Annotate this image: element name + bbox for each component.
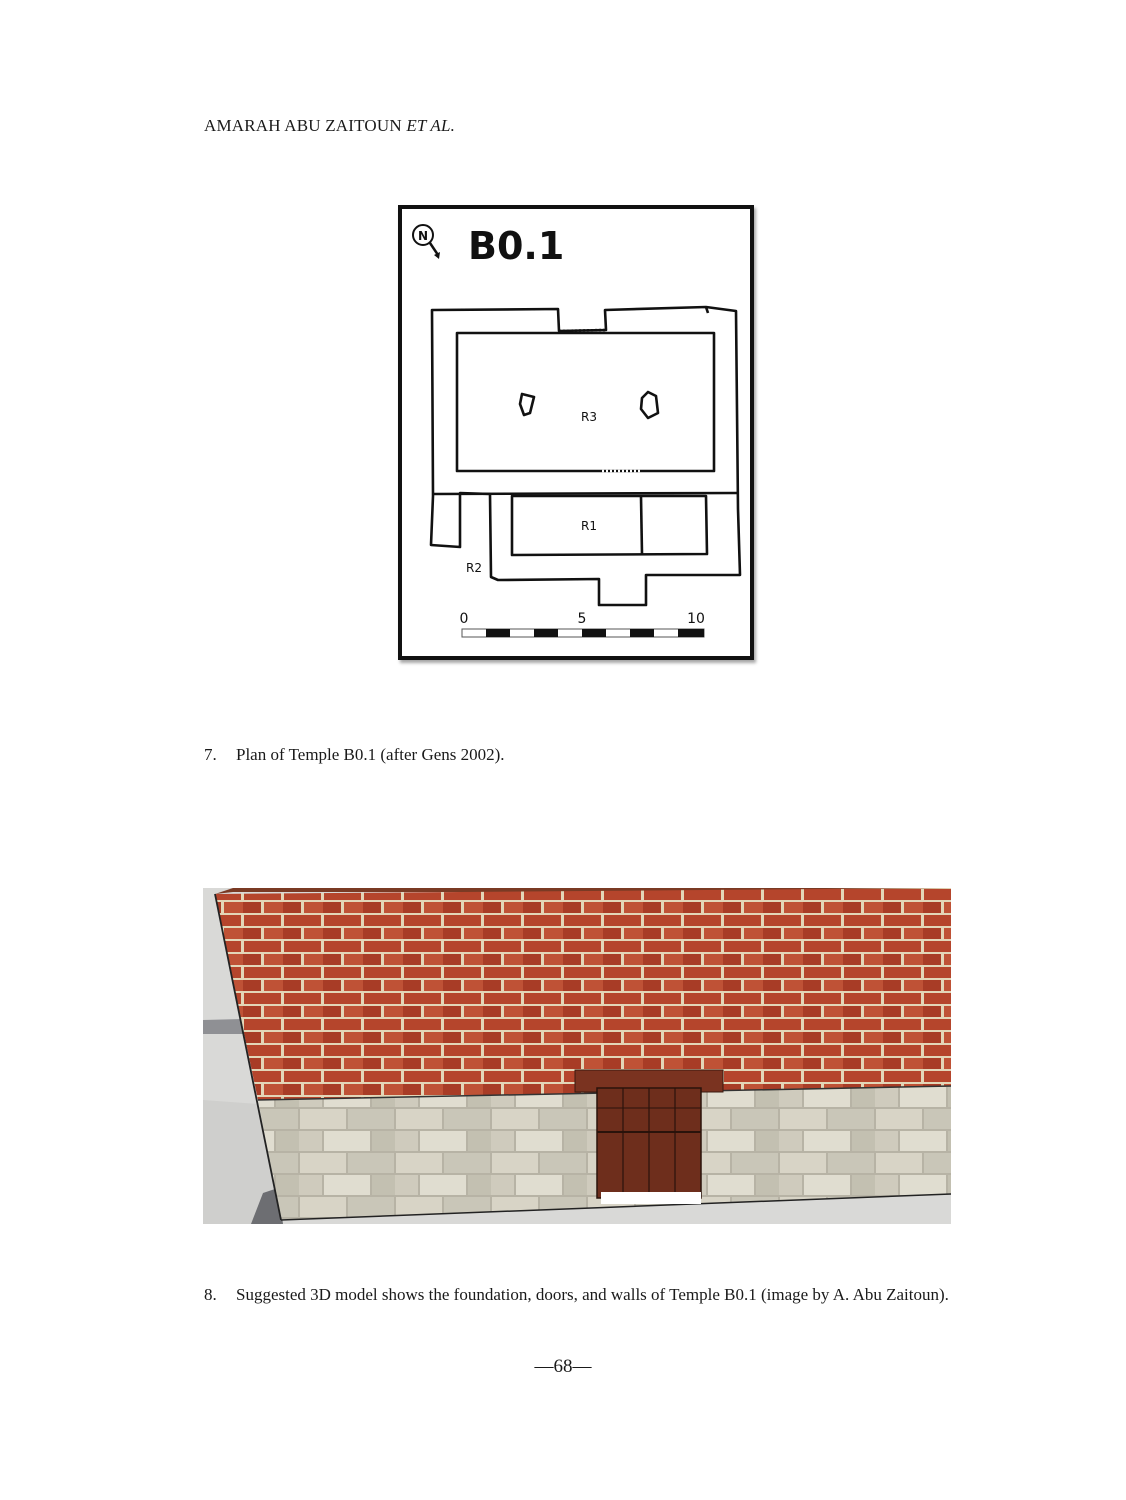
caption-text: Plan of Temple B0.1 (after Gens 2002).: [236, 745, 505, 764]
figure-8-3d-model: [203, 888, 951, 1224]
north-arrow-icon: [413, 225, 440, 259]
running-head: [204, 116, 455, 136]
plan-drawing: [402, 209, 750, 656]
door-icon: [597, 1088, 701, 1204]
caption-number: 7.: [204, 745, 217, 764]
page-number: —68—: [534, 1356, 592, 1377]
running-head-etal: ET AL.: [406, 116, 456, 135]
north-label: N: [417, 229, 429, 243]
room-label-r1: R1: [581, 519, 597, 533]
caption-number: 8.: [204, 1285, 217, 1304]
caption-text: Suggested 3D model shows the foundation, doors, and walls of Temple B0.1 (image by A. Abu Zaitoun).: [236, 1285, 949, 1304]
running-head-authors: AMARAH ABU ZAITOUN: [204, 116, 402, 135]
model-render: [203, 888, 951, 1224]
room-label-r2: R2: [466, 561, 482, 575]
plan-title: B0.1: [468, 224, 565, 268]
scale-label-5: 5: [577, 611, 587, 627]
room-label-r3: R3: [581, 410, 597, 424]
scale-bar: [460, 611, 705, 637]
scale-label-0: 0: [459, 611, 469, 627]
scale-label-10: 10: [687, 611, 705, 627]
figure-7-plan: [398, 205, 754, 660]
